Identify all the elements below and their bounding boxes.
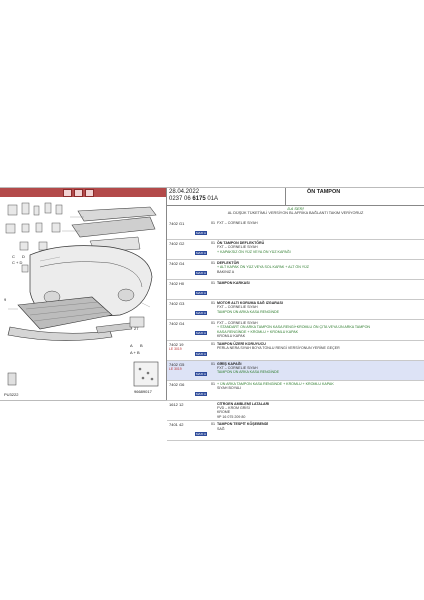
doc-code: 0237 06 6175 01A [169,196,219,202]
caption-line-2: AL DÜŞÜK TÜKETİMLİ VERSİYON BL AFRİKA BAĞLANTI TAKIM VERİYORUZ [227,211,364,215]
part-description: GİRİŞ KAPAĞI FXT – CORNELIE SIYAH TAMPON ÜN ARKA KASA RENGİNDE [217,361,280,375]
diagram-label-27: 27 [134,326,139,331]
document-header [167,188,424,206]
part-reference: 7402 G6 [169,381,185,387]
part-description: DEFLEKTÖR + ALT KAPAK ÖN YÜZ VEYA SOL KAPAK + ALT ÖN YÜZ BAKINIZ A [217,261,309,274]
part-quantity: 01 [211,261,215,265]
diagram-label-c-plus-d: C + D [12,260,23,265]
part-quantity: 01 [211,221,215,225]
parts-row[interactable] [167,401,424,422]
part-quantity: 01 [211,321,215,325]
part-quantity: 01 [211,341,215,346]
part-reference: 7401 42 [169,422,184,428]
parts-row[interactable] [167,421,424,441]
diagram-part-code: PU3222 [4,392,19,397]
part-reference: 7402 G3 [169,301,185,306]
part-description: TAMPON TESPİT KÖŞEBENDİ SAĞ [217,422,269,431]
part-reference: 7402 G1 [169,221,185,226]
availability-badge: MAXI A [196,391,207,396]
part-reference: 1612 12 [169,401,184,407]
part-reference: 7402 G4 [169,261,185,266]
parts-row[interactable] [167,361,424,381]
part-quantity: 01 [211,381,215,386]
availability-badge: MAXI A [196,251,207,255]
part-description: FXT – CORNELIE SIYAH [217,221,258,225]
doc-date: 28.04.2022 [169,189,200,195]
part-description: MOTOR ALTI KORUMA SAĞ IZGARASI FXT – CORNELIE SIYAH TAMPON ÜN ARKA KASA RENGİNDE [217,301,283,314]
diagram-label-b: B [140,343,143,348]
availability-badge: MAXI A [196,291,207,295]
parts-list-panel [167,188,424,437]
diagram-label-d: D [22,254,25,259]
exploded-diagram-panel [0,188,167,400]
diagram-tab-icon[interactable] [63,189,72,197]
part-quantity: 01 [211,301,215,305]
diagram-tab-icon[interactable] [74,189,83,197]
part-reference: 7402 H0 [169,281,185,286]
availability-badge: MAXI A [196,371,207,376]
front-bumper-exploded-diagram [0,197,166,400]
part-reference: 7402 G2 [169,241,185,246]
doc-caption [167,206,424,220]
part-description: CİTROEN AMBLEMİ LATALARI FVD – KROM GRİSİ KROME 9P 16 075 209 80 [217,401,270,419]
diagram-tab-icon[interactable] [85,189,94,197]
part-reference: 7402 19 LE 3019 [169,341,184,351]
part-description: TAMPON KARKASI [217,281,250,285]
availability-badge: MAXI A [196,271,207,275]
availability-badge: MAXI A [196,231,207,235]
part-quantity: 01 [211,241,215,245]
part-quantity: 01 [211,422,215,427]
parts-row[interactable] [167,320,424,341]
parts-row[interactable] [167,300,424,320]
part-description: FXT – CORNELIE SIYAH + STANDART ON ARKA TAMPON KASA RENGİ+KROMLU ÖN ÇITA VEYA ÜN ARKA TAMPON KASA RENGİNDE + KROMLU + KROMLU KAPAK KROMLU KAPAK [217,321,370,339]
parts-catalog-sheet [0,187,424,437]
part-reference: 7402 G5 LE 3019 [169,361,185,371]
diagram-label-c: C [12,254,15,259]
parts-row[interactable] [167,240,424,260]
parts-row[interactable] [167,260,424,280]
availability-badge: MAXI A [196,351,207,356]
availability-badge: MAXI A [196,311,207,315]
diagram-label-a-plus-b: A + B [130,350,140,355]
parts-row[interactable] [167,280,424,300]
part-quantity: 01 [211,281,215,285]
part-reference: 7402 G4 [169,321,185,326]
parts-row[interactable] [167,220,424,240]
parts-row[interactable] [167,341,424,361]
diagram-label-a: A [130,343,133,348]
diagram-header-bar [0,188,166,197]
availability-badge: MAXI A [196,331,207,335]
part-description: + ÜN ARKA TAMPON KASA RENGİNDE + KROMLU + KROMLU KAPAK SIYAH BOYALI [217,381,334,391]
parts-rows [167,220,424,441]
parts-row[interactable] [167,381,424,401]
doc-title: ÖN TAMPON [307,189,341,195]
diagram-label-9: 9 [4,297,7,302]
part-quantity: 01 [211,361,215,366]
diagram-part-code: 96689017 [134,389,152,394]
part-description: TAMPON ÜZERİ KORUYUCU PERLA NERA SIYAH BOYA TONLU RENGİ VERSİYONUN YERİNE GEÇER [217,341,340,351]
availability-badge: MAXI A [196,432,207,437]
availability-badge [195,401,211,421]
part-description: ÖN TAMPON DEFLEKTÖRÜ FXT – CORNELIE SIYAH + KAPAKSIZ ÖN YÜZ VEYA ÖN YÜZ KAPAĞI [217,241,291,254]
caption-line-1: İLA SERİ [287,206,304,211]
